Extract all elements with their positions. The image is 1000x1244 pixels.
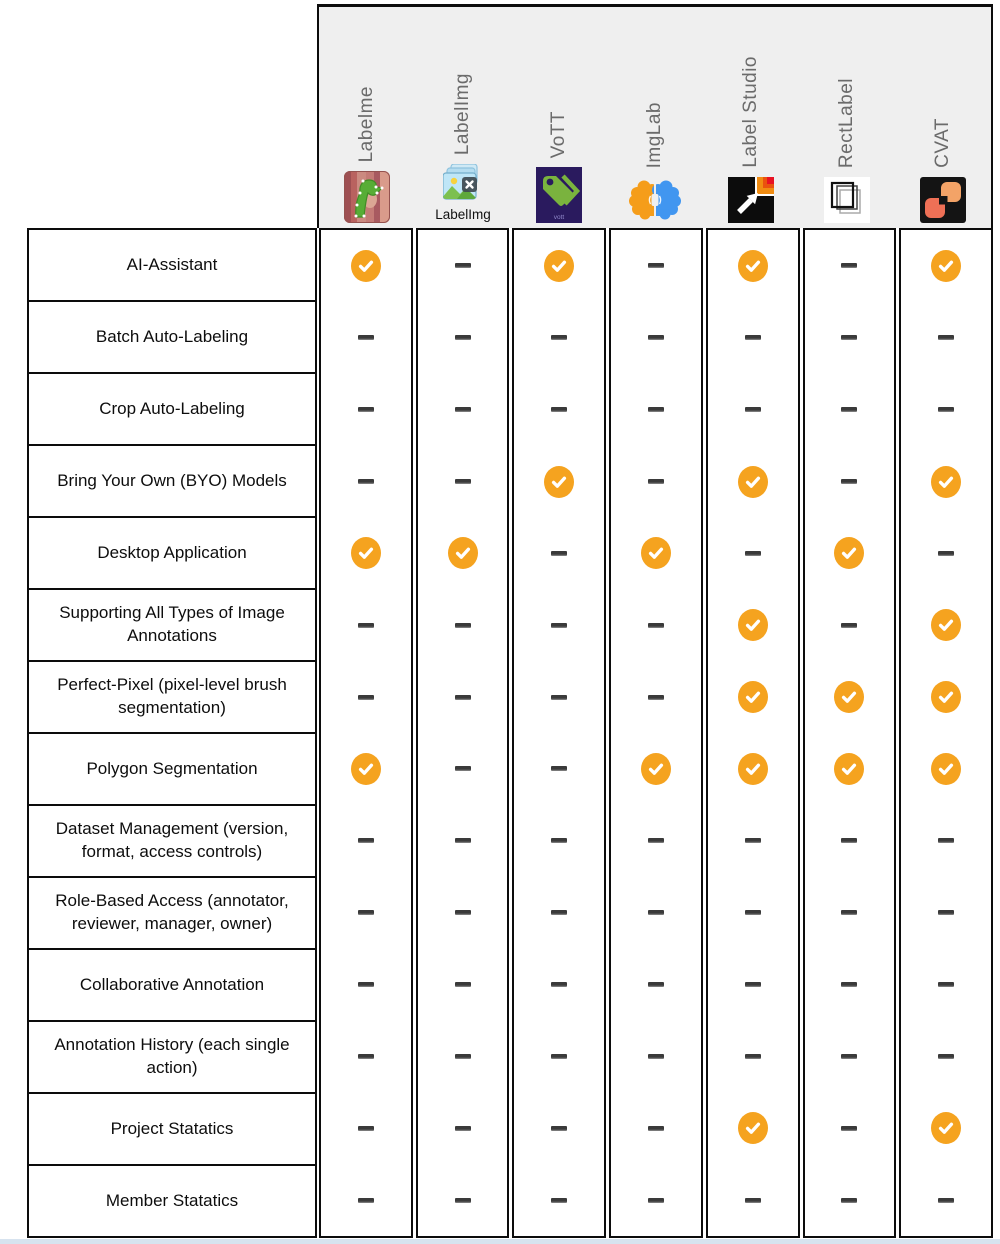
feature-label: Batch Auto-Labeling: [95, 326, 249, 346]
support-cell: [514, 1164, 604, 1236]
support-cell: [611, 661, 701, 733]
support-cell: [805, 733, 895, 805]
dash-icon: [455, 335, 471, 340]
support-cell: [901, 1092, 991, 1164]
dash-icon: [745, 910, 761, 915]
support-cell: [514, 949, 604, 1021]
dash-icon: [745, 1054, 761, 1059]
support-grid: [319, 228, 993, 1238]
dash-icon: [841, 1126, 857, 1131]
dash-icon: [358, 982, 374, 987]
support-cell: [611, 949, 701, 1021]
dash-icon: [455, 910, 471, 915]
tool-name-label: LabelImg: [452, 73, 473, 156]
support-cell: [611, 302, 701, 374]
support-cell: [418, 733, 508, 805]
dash-icon: [938, 1198, 954, 1203]
check-icon: [351, 753, 381, 785]
dash-icon: [551, 982, 567, 987]
support-cell: [805, 661, 895, 733]
dash-icon: [551, 335, 567, 340]
support-cell: [901, 1164, 991, 1236]
support-cell: [901, 733, 991, 805]
tool-header-vott: [511, 7, 607, 228]
tool-name-label: VoTT: [548, 110, 569, 158]
feature-row-annotation-history-each-single-action: [29, 1022, 315, 1094]
check-icon: [931, 753, 961, 785]
dash-icon: [841, 407, 857, 412]
support-cell: [418, 517, 508, 589]
check-icon: [834, 537, 864, 569]
dash-icon: [551, 766, 567, 771]
support-column-labelimg: [416, 228, 510, 1238]
dash-icon: [938, 1054, 954, 1059]
support-cell: [708, 1020, 798, 1092]
dash-icon: [648, 982, 664, 987]
tool-name-label: Label Studio: [740, 56, 761, 168]
support-cell: [514, 1020, 604, 1092]
dash-icon: [358, 1198, 374, 1203]
dash-icon: [551, 407, 567, 412]
support-cell: [611, 517, 701, 589]
support-cell: [514, 517, 604, 589]
dash-icon: [551, 551, 567, 556]
tool-header-imglab: [607, 7, 703, 228]
tool-header-rectlabel: [799, 7, 895, 228]
support-cell: [418, 1164, 508, 1236]
support-cell: [611, 1164, 701, 1236]
svg-text:vott: vott: [553, 214, 565, 221]
check-icon: [834, 681, 864, 713]
support-cell: [611, 1020, 701, 1092]
support-cell: [418, 230, 508, 302]
support-cell: [708, 446, 798, 518]
dash-icon: [648, 1198, 664, 1203]
dash-icon: [358, 407, 374, 412]
feature-label: Member Statatics: [105, 1190, 239, 1210]
support-cell: [321, 1164, 411, 1236]
dash-icon: [648, 1126, 664, 1131]
support-cell: [418, 661, 508, 733]
support-cell: [901, 446, 991, 518]
imglab-icon: [629, 177, 681, 223]
feature-row-batch-auto-labeling: [29, 302, 315, 374]
feature-label: Desktop Application: [97, 542, 247, 562]
feature-row-perfect-pixel-pixel-level-brush-segmenta: [29, 662, 315, 734]
dash-icon: [648, 623, 664, 628]
dash-icon: [745, 551, 761, 556]
support-column-vott: [512, 228, 606, 1238]
support-cell: [321, 302, 411, 374]
dash-icon: [358, 695, 374, 700]
dash-icon: [551, 1054, 567, 1059]
support-cell: [805, 517, 895, 589]
dash-icon: [841, 335, 857, 340]
dash-icon: [938, 910, 954, 915]
support-cell: [708, 230, 798, 302]
feature-row-dataset-management-version-format-access: [29, 806, 315, 878]
support-cell: [514, 446, 604, 518]
support-cell: [321, 1020, 411, 1092]
support-cell: [321, 733, 411, 805]
vott-icon: [536, 167, 582, 223]
feature-label: Dataset Management (version, format, access controls): [55, 819, 289, 861]
support-cell: [901, 517, 991, 589]
support-cell: [321, 589, 411, 661]
dash-icon: [841, 1198, 857, 1203]
check-icon: [544, 250, 574, 282]
tool-name-label: Labelme: [356, 85, 377, 162]
dash-icon: [745, 982, 761, 987]
cvat-icon: [920, 177, 966, 223]
feature-label: Project Statatics: [110, 1118, 234, 1138]
support-cell: [321, 517, 411, 589]
dash-icon: [551, 1198, 567, 1203]
support-cell: [321, 805, 411, 877]
feature-row-desktop-application: [29, 518, 315, 590]
support-cell: [611, 230, 701, 302]
feature-row-bring-your-own-byo-models: [29, 446, 315, 518]
dash-icon: [455, 982, 471, 987]
dash-icon: [648, 407, 664, 412]
support-cell: [611, 805, 701, 877]
dash-icon: [841, 1054, 857, 1059]
check-icon: [738, 250, 768, 282]
check-icon: [738, 753, 768, 785]
support-cell: [901, 949, 991, 1021]
dash-icon: [841, 263, 857, 268]
support-cell: [514, 733, 604, 805]
tool-header-labelme: [319, 7, 415, 228]
support-cell: [805, 302, 895, 374]
dash-icon: [358, 335, 374, 340]
dash-icon: [938, 838, 954, 843]
support-cell: [321, 446, 411, 518]
support-column-imglab: [609, 228, 703, 1238]
support-cell: [901, 1020, 991, 1092]
support-cell: [708, 805, 798, 877]
dash-icon: [455, 1054, 471, 1059]
check-icon: [931, 609, 961, 641]
feature-label: Perfect-Pixel (pixel-level brush segmentation): [57, 675, 287, 717]
check-icon: [738, 1112, 768, 1144]
feature-label: Bring Your Own (BYO) Models: [57, 470, 287, 490]
support-cell: [514, 877, 604, 949]
support-cell: [901, 230, 991, 302]
check-icon: [738, 609, 768, 641]
dash-icon: [841, 910, 857, 915]
support-cell: [708, 949, 798, 1021]
support-cell: [321, 949, 411, 1021]
labelimg-icon: [443, 164, 483, 206]
support-cell: [708, 302, 798, 374]
feature-row-crop-auto-labeling: [29, 374, 315, 446]
dash-icon: [648, 479, 664, 484]
support-cell: [418, 374, 508, 446]
tool-header-labelimg: [415, 7, 511, 228]
dash-icon: [745, 335, 761, 340]
dash-icon: [745, 1198, 761, 1203]
check-icon: [931, 250, 961, 282]
support-column-rectlabel: [803, 228, 897, 1238]
feature-label: Polygon Segmentation: [86, 758, 258, 778]
check-icon: [351, 250, 381, 282]
dash-icon: [938, 407, 954, 412]
support-cell: [321, 661, 411, 733]
support-cell: [805, 446, 895, 518]
support-cell: [805, 374, 895, 446]
check-icon: [738, 466, 768, 498]
labelstudio-icon: [728, 177, 774, 223]
support-cell: [805, 805, 895, 877]
dash-icon: [648, 263, 664, 268]
feature-label: AI-Assistant: [126, 254, 218, 274]
support-column-cvat: [899, 228, 993, 1238]
check-icon: [544, 466, 574, 498]
feature-label: Role-Based Access (annotator, reviewer, manager, owner): [55, 891, 289, 933]
support-cell: [805, 1164, 895, 1236]
dash-icon: [745, 838, 761, 843]
support-cell: [611, 1092, 701, 1164]
dash-icon: [745, 407, 761, 412]
feature-row-supporting-all-types-of-image-annotation: [29, 590, 315, 662]
support-cell: [611, 877, 701, 949]
check-icon: [931, 466, 961, 498]
check-icon: [931, 1112, 961, 1144]
support-cell: [805, 589, 895, 661]
support-cell: [611, 733, 701, 805]
support-cell: [418, 446, 508, 518]
feature-label: Annotation History (each single action): [54, 1035, 290, 1077]
support-cell: [611, 374, 701, 446]
support-cell: [708, 733, 798, 805]
support-cell: [418, 1092, 508, 1164]
support-cell: [901, 661, 991, 733]
support-cell: [805, 1092, 895, 1164]
support-cell: [418, 1020, 508, 1092]
tool-header-label-studio: [703, 7, 799, 228]
tool-name-label: ImgLab: [644, 101, 665, 168]
check-icon: [351, 537, 381, 569]
support-cell: [805, 1020, 895, 1092]
support-cell: [901, 302, 991, 374]
tools-header: [317, 4, 993, 228]
dash-icon: [455, 623, 471, 628]
dash-icon: [455, 1126, 471, 1131]
feature-row-role-based-access-annotator-reviewer-man: [29, 878, 315, 950]
support-cell: [805, 230, 895, 302]
dash-icon: [551, 838, 567, 843]
dash-icon: [648, 695, 664, 700]
dash-icon: [358, 479, 374, 484]
support-cell: [708, 589, 798, 661]
support-cell: [708, 1092, 798, 1164]
support-cell: [901, 589, 991, 661]
tool-name-label: RectLabel: [836, 77, 857, 168]
support-cell: [708, 877, 798, 949]
dash-icon: [455, 695, 471, 700]
bottom-divider: [0, 1239, 1000, 1244]
support-cell: [321, 1092, 411, 1164]
support-column-labelme: [319, 228, 413, 1238]
support-cell: [708, 374, 798, 446]
dash-icon: [648, 838, 664, 843]
support-cell: [321, 230, 411, 302]
dash-icon: [455, 479, 471, 484]
check-icon: [834, 753, 864, 785]
support-cell: [418, 949, 508, 1021]
check-icon: [448, 537, 478, 569]
support-cell: [418, 302, 508, 374]
dash-icon: [841, 623, 857, 628]
dash-icon: [551, 910, 567, 915]
support-cell: [514, 805, 604, 877]
feature-label: Collaborative Annotation: [79, 974, 265, 994]
dash-icon: [841, 838, 857, 843]
support-cell: [901, 374, 991, 446]
dash-icon: [938, 982, 954, 987]
dash-icon: [358, 1126, 374, 1131]
dash-icon: [455, 766, 471, 771]
support-cell: [805, 877, 895, 949]
dash-icon: [841, 982, 857, 987]
dash-icon: [358, 838, 374, 843]
dash-icon: [358, 1054, 374, 1059]
support-cell: [611, 446, 701, 518]
check-icon: [738, 681, 768, 713]
check-icon: [931, 681, 961, 713]
dash-icon: [938, 335, 954, 340]
dash-icon: [455, 407, 471, 412]
feature-row-polygon-segmentation: [29, 734, 315, 806]
support-cell: [901, 805, 991, 877]
support-cell: [514, 302, 604, 374]
support-cell: [514, 374, 604, 446]
dash-icon: [551, 1126, 567, 1131]
support-cell: [901, 877, 991, 949]
support-cell: [321, 374, 411, 446]
support-cell: [418, 805, 508, 877]
feature-label: Supporting All Types of Image Annotations: [59, 603, 285, 645]
rectlabel-icon: [824, 177, 870, 223]
feature-row-collaborative-annotation: [29, 950, 315, 1022]
dash-icon: [455, 263, 471, 268]
feature-column: [27, 228, 317, 1238]
dash-icon: [841, 479, 857, 484]
support-cell: [514, 589, 604, 661]
support-cell: [708, 661, 798, 733]
support-cell: [418, 877, 508, 949]
dash-icon: [455, 838, 471, 843]
dash-icon: [648, 910, 664, 915]
feature-label: Crop Auto-Labeling: [99, 398, 245, 418]
support-cell: [611, 589, 701, 661]
dash-icon: [648, 335, 664, 340]
support-cell: [708, 1164, 798, 1236]
support-cell: [321, 877, 411, 949]
check-icon: [641, 537, 671, 569]
support-cell: [514, 661, 604, 733]
labelme-icon: [344, 171, 390, 223]
support-cell: [418, 589, 508, 661]
dash-icon: [358, 623, 374, 628]
feature-row-ai-assistant: [29, 230, 315, 302]
tool-header-cvat: [895, 7, 991, 228]
check-icon: [641, 753, 671, 785]
feature-row-project-statatics: [29, 1094, 315, 1166]
tool-icon-caption: LabelImg: [435, 207, 491, 223]
dash-icon: [551, 695, 567, 700]
dash-icon: [938, 551, 954, 556]
dash-icon: [358, 910, 374, 915]
dash-icon: [455, 1198, 471, 1203]
support-column-label-studio: [706, 228, 800, 1238]
support-cell: [708, 517, 798, 589]
dash-icon: [551, 623, 567, 628]
support-cell: [805, 949, 895, 1021]
dash-icon: [648, 1054, 664, 1059]
support-cell: [514, 230, 604, 302]
feature-row-member-statatics: [29, 1166, 315, 1236]
tool-name-label: CVAT: [932, 118, 953, 168]
support-cell: [514, 1092, 604, 1164]
